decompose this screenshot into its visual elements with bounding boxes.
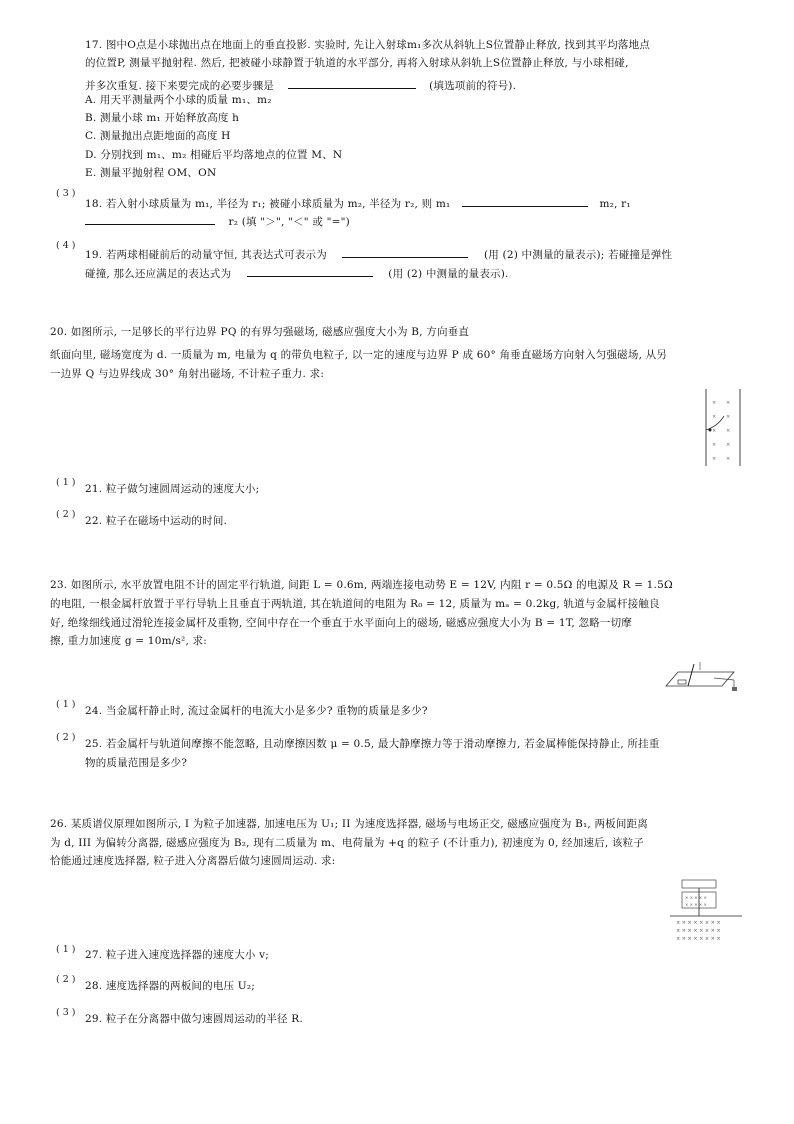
q27-text: 27. 粒子进入速度选择器的速度大小 v; — [85, 949, 270, 961]
svg-text:× × × × × × × ×: × × × × × × × × — [676, 936, 721, 942]
weight-block — [732, 687, 737, 691]
svg-text:× × × × ×: × × × × × — [685, 902, 707, 907]
q24-sub-label: ( 1 ) — [56, 699, 76, 710]
q17-option-d: D. 分别找到 m₁、m₂ 相碰后平均落地点的位置 M、N — [85, 149, 343, 161]
q19-elastic-blank[interactable] — [247, 265, 373, 277]
field-cross-marks — [712, 400, 730, 462]
q17-stem-end: 并多次重复. 接下来要完成的必要步骤是 — [85, 80, 274, 92]
svg-text:×: × — [726, 442, 731, 448]
svg-text:×: × — [712, 442, 717, 448]
accelerator-box — [682, 880, 716, 888]
q19-line-2 — [85, 265, 509, 280]
q18-sub-label: ( 3 ) — [56, 188, 76, 199]
q18-mass-blank[interactable] — [462, 195, 588, 207]
svg-text:×: × — [726, 414, 731, 420]
q20-line-2: 纸面向里, 磁场宽度为 d. 一质量为 m, 电量为 q 的带负电粒子, 以一定的速度与边界 P 成 60° 角垂直磁场方向射入匀强磁场, 从另 — [50, 349, 668, 361]
svg-text:× × × × × × × ×: × × × × × × × × — [676, 928, 721, 934]
magnetic-field-figure — [700, 386, 746, 470]
svg-text:×: × — [712, 400, 717, 406]
q19-text-a: 19. 若两球相碰前后的动量守恒, 其表达式可表示为 — [85, 249, 327, 261]
svg-text:×: × — [726, 400, 731, 406]
q17-answer-blank[interactable] — [288, 77, 416, 89]
q21-text: 21. 粒子做匀速圆周运动的速度大小; — [85, 483, 260, 495]
q18-radius-blank[interactable] — [85, 213, 215, 225]
separator-cross-marks — [676, 920, 721, 942]
q23-line-3: 好, 绝缘细线通过滑轮连接金属杆及重物, 空间中存在一个垂直于水平面向上的磁场, 磁感应强度大小为 B = 1T, 忽略一切摩 — [50, 617, 632, 629]
particle-dot — [709, 429, 712, 432]
q17-line-1: 17. 图中O点是小球抛出点在地面上的垂直投影. 实验时, 先让入射球m₁多次从斜轨上S位置静止释放, 找到其平均落地点 — [85, 39, 651, 51]
svg-text:× × × × × × × ×: × × × × × × × × — [676, 920, 721, 926]
q29-text: 29. 粒子在分离器中做匀速圆周运动的半径 R. — [85, 1013, 303, 1025]
q29-sub-label: ( 3 ) — [56, 1007, 76, 1018]
q20-line-3: 一边界 Q 与边界线成 30° 角射出磁场, 不计粒子重力. 求: — [50, 368, 325, 380]
q18-line-2 — [85, 213, 350, 228]
q26-line-1: 26. 某质谱仪原理如图所示, I 为粒子加速器, 加速电压为 U₁; II 为速度选择器, 磁场与电场正交, 磁感应强度为 B₁, 两板间距离 — [50, 818, 648, 830]
q20-line-1: 20. 如图所示, 一足够长的平行边界 PQ 的有界匀强磁场, 磁感应强度大小为 B, 方向垂直 — [50, 326, 470, 338]
q17-fill-hint: (填选项前的符号). — [429, 80, 517, 92]
svg-text:×: × — [712, 456, 717, 462]
svg-text:×: × — [712, 428, 717, 434]
q22-text: 22. 粒子在磁场中运动的时间. — [85, 515, 228, 527]
string-line — [714, 678, 734, 680]
metal-rod — [688, 664, 694, 686]
q19-sub-label: ( 4 ) — [56, 240, 76, 251]
q17-option-c: C. 测量抛出点距地面的高度 H — [85, 130, 231, 142]
q27-sub-label: ( 1 ) — [56, 944, 76, 955]
q25-line-1: 25. 若金属杆与轨道间摩擦不能忽略, 且动摩擦因数 μ = 0.5, 最大静摩擦力等于滑动摩擦力, 若金属棒能保持静止, 所挂重 — [85, 738, 660, 750]
q19-text-c: 碰撞, 那么还应满足的表达式为 — [85, 268, 232, 280]
q18-text-b: m₂, r₁ — [599, 198, 631, 210]
q19-line-1 — [85, 246, 672, 261]
resistor-box — [678, 680, 686, 684]
q19-text-d: (用 (2) 中测量的量表示). — [388, 268, 509, 280]
q23-line-2: 的电阻, 一根金属杆放置于平行导轨上且垂直于两轨道, 其在轨道间的电阻为 R₀ = 12, 质量为 mₐ = 0.2kg, 轨道与金属杆接触良 — [50, 598, 660, 610]
mass-spectrometer-figure — [668, 876, 744, 942]
q19-momentum-blank[interactable] — [342, 246, 468, 258]
q17-option-e: E. 测量平抛射程 OM、ON — [85, 167, 217, 179]
svg-text:×: × — [726, 456, 731, 462]
q18-text-a: 18. 若入射小球质量为 m₁, 半径为 r₁; 被碰小球质量为 m₂, 半径为 r₂, 则 m₁ — [85, 198, 451, 210]
svg-text:× × × × ×: × × × × × — [685, 895, 707, 900]
q25-sub-label: ( 2 ) — [56, 732, 76, 743]
q17-line-2: 的位置P, 测量平抛射程. 然后, 把被碰小球静置于轨道的水平部分, 再将入射球从斜轨上S位置静止释放, 与小球相碰, — [85, 57, 629, 69]
rail-circuit-figure — [664, 654, 742, 692]
q22-sub-label: ( 2 ) — [56, 509, 76, 520]
svg-text:×: × — [726, 428, 731, 434]
q23-line-1: 23. 如图所示, 水平放置电阻不计的固定平行轨道, 间距 L = 0.6m, 两端连接电动势 E = 12V, 内阻 r = 0.5Ω 的电源及 R = 1.5Ω — [50, 579, 673, 591]
svg-text:×: × — [712, 414, 717, 420]
selector-cross-marks — [685, 895, 707, 907]
q17-line-3 — [85, 77, 516, 92]
q28-text: 28. 速度选择器的两板间的电压 U₂; — [85, 980, 255, 992]
q17-option-a: A. 用天平测量两个小球的质量 m₁、m₂ — [85, 94, 272, 106]
q28-sub-label: ( 2 ) — [56, 974, 76, 985]
q21-sub-label: ( 1 ) — [56, 477, 76, 488]
q26-line-2: 为 d, III 为偏转分离器, 磁感应强度为 B₂, 现有二质量为 m、电荷量为 +q 的粒子 (不计重力), 初速度为 0, 经加速后, 该粒子 — [50, 837, 644, 849]
q18-line-1 — [85, 195, 631, 210]
q26-line-3: 恰能通过速度选择器, 粒子进入分离器后做匀速圆周运动. 求: — [50, 855, 336, 867]
q25-line-2: 物的质量范围是多少? — [85, 757, 188, 769]
q23-line-4: 擦, 重力加速度 g = 10m/s², 求: — [50, 635, 207, 647]
q24-text: 24. 当金属杆静止时, 流过金属杆的电流大小是多少? 重物的质量是多少? — [85, 705, 428, 717]
q19-text-b: (用 (2) 中测量的量表示); 若碰撞是弹性 — [484, 249, 673, 261]
q18-text-c: r₂ (填 "＞", "＜" 或 "=") — [228, 216, 350, 228]
q17-option-b: B. 测量小球 m₁ 开始释放高度 h — [85, 112, 240, 124]
